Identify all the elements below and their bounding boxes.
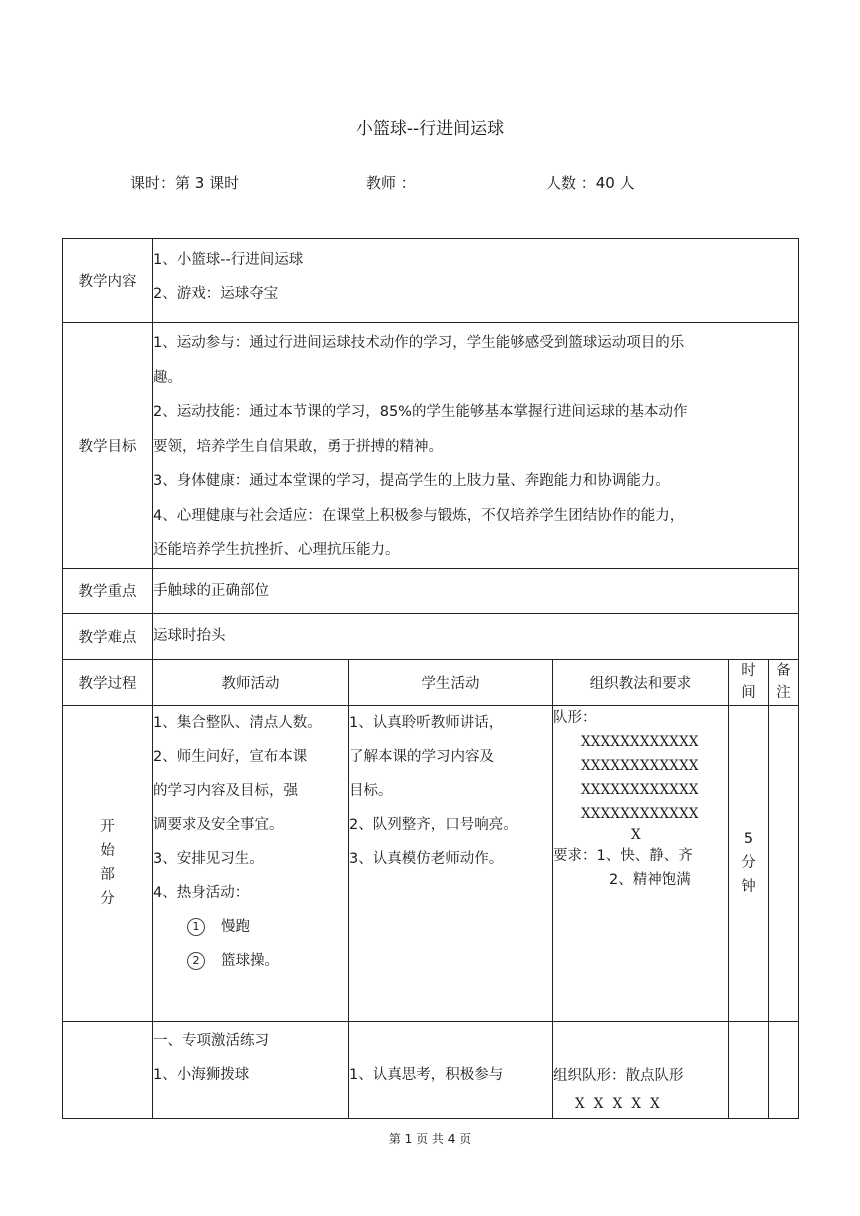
header-teacher: 教师活动 (153, 659, 349, 705)
teacher-position: X (631, 826, 641, 843)
objective-line: 1、运动参与：通过行进间运球技术动作的学习，学生能够感受到篮球运动项目的乐 (153, 335, 685, 351)
student-count: 人数 ：40 人 (546, 174, 635, 192)
formation-row: XXXXXXXXXXXX (581, 733, 699, 750)
objective-line: 2、运动技能：通过本节课的学习，85%的学生能够基本掌握行进间运球的基本动作 (153, 404, 688, 420)
warmup-item: 2 篮球操。 (153, 944, 348, 978)
difficulty-row (63, 613, 799, 659)
formation-row: XXXXXXXXXXXX (581, 757, 699, 774)
opening-time: 5 分 钟 (729, 705, 769, 1021)
basic-teacher-activity: 一、专项激活练习 1、小海狮拨球 (153, 1021, 349, 1118)
header-student: 学生活动 (349, 659, 553, 705)
content-cell (153, 239, 799, 323)
formation-row: XXXXXXXXXXXX (581, 781, 699, 798)
teacher-name: 教师 ： (366, 174, 416, 192)
basic-time (729, 1021, 769, 1118)
header-org: 组织教法和要求 (553, 659, 729, 705)
basic-note (769, 1021, 799, 1118)
key-point-row (63, 568, 799, 613)
requirement-line: 要求：1、快、静、齐 (553, 847, 693, 864)
objective-line: 3、身体健康：通过本堂课的学习，提高学生的上肢力量、奔跑能力和协调能力。 (153, 473, 670, 489)
content-label: 教学内容 (63, 239, 153, 323)
circled-number: 1 (187, 918, 205, 936)
requirement-line: 2、精神饱满 (609, 871, 691, 888)
basic-label (63, 1021, 153, 1118)
objectives-row (63, 323, 799, 569)
lesson-plan-table (62, 238, 799, 1119)
formation-label: 组织队形：散点队形 (553, 1067, 684, 1084)
formation-row: X X X X X (575, 1095, 660, 1112)
lesson-number: 课时：第 3 课时 (130, 174, 240, 192)
header-process: 教学过程 (63, 659, 153, 705)
header-time: 时 间 (729, 659, 769, 705)
objective-line: 要领，培养学生自信果敢，勇于拼搏的精神。 (153, 438, 443, 455)
circled-number: 2 (187, 952, 205, 970)
opening-row (63, 705, 799, 1021)
objectives-cell (153, 323, 799, 569)
objective-line: 还能培养学生抗挫折、心理抗压能力。 (153, 542, 400, 558)
opening-label: 开 始 部 分 (63, 705, 153, 1021)
objective-line: 4、心理健康与社会适应：在课堂上积极参与锻炼，不仅培养学生团结协作的能力， (153, 507, 685, 524)
difficulty-label: 教学难点 (63, 613, 153, 659)
process-header-row (63, 659, 799, 705)
content-row (63, 239, 799, 323)
opening-organization (553, 705, 729, 1021)
basic-student-activity: 1、认真思考，积极参与 (349, 1021, 553, 1118)
objectives-label: 教学目标 (63, 323, 153, 569)
difficulty-text: 运球时抬头 (153, 613, 799, 659)
objective-line: 趣。 (153, 369, 182, 386)
formation-row: XXXXXXXXXXXX (581, 805, 699, 822)
opening-student-activity: 1、认真聆听教师讲话， 了解本课的学习内容及 目标。 2、队列整齐，口号响亮。 3、认真模仿老师动作。 (349, 705, 553, 1021)
key-point-text: 手触球的正确部位 (153, 568, 799, 613)
opening-teacher-activity: 1、集合整队、清点人数。 2、师生问好，宣布本课 的学习内容及目标，强 调要求及安全事宜。 3、安排见习生。 4、热身活动： 1 慢跑 2 篮球操。 (153, 705, 349, 1021)
opening-note (769, 705, 799, 1021)
content-line: 2、游戏：运球夺宝 (153, 286, 279, 302)
header-note: 备 注 (769, 659, 799, 705)
content-line: 1、小篮球--行进间运球 (153, 252, 304, 268)
formation-label: 队形： (553, 709, 597, 726)
warmup-item: 1 慢跑 (153, 910, 348, 944)
page-footer: 第 1 页 共 4 页 (388, 1132, 472, 1146)
basic-organization (553, 1021, 729, 1118)
page-title: 小篮球--行进间运球 (355, 119, 505, 139)
basic-row (63, 1021, 799, 1118)
key-point-label: 教学重点 (63, 568, 153, 613)
